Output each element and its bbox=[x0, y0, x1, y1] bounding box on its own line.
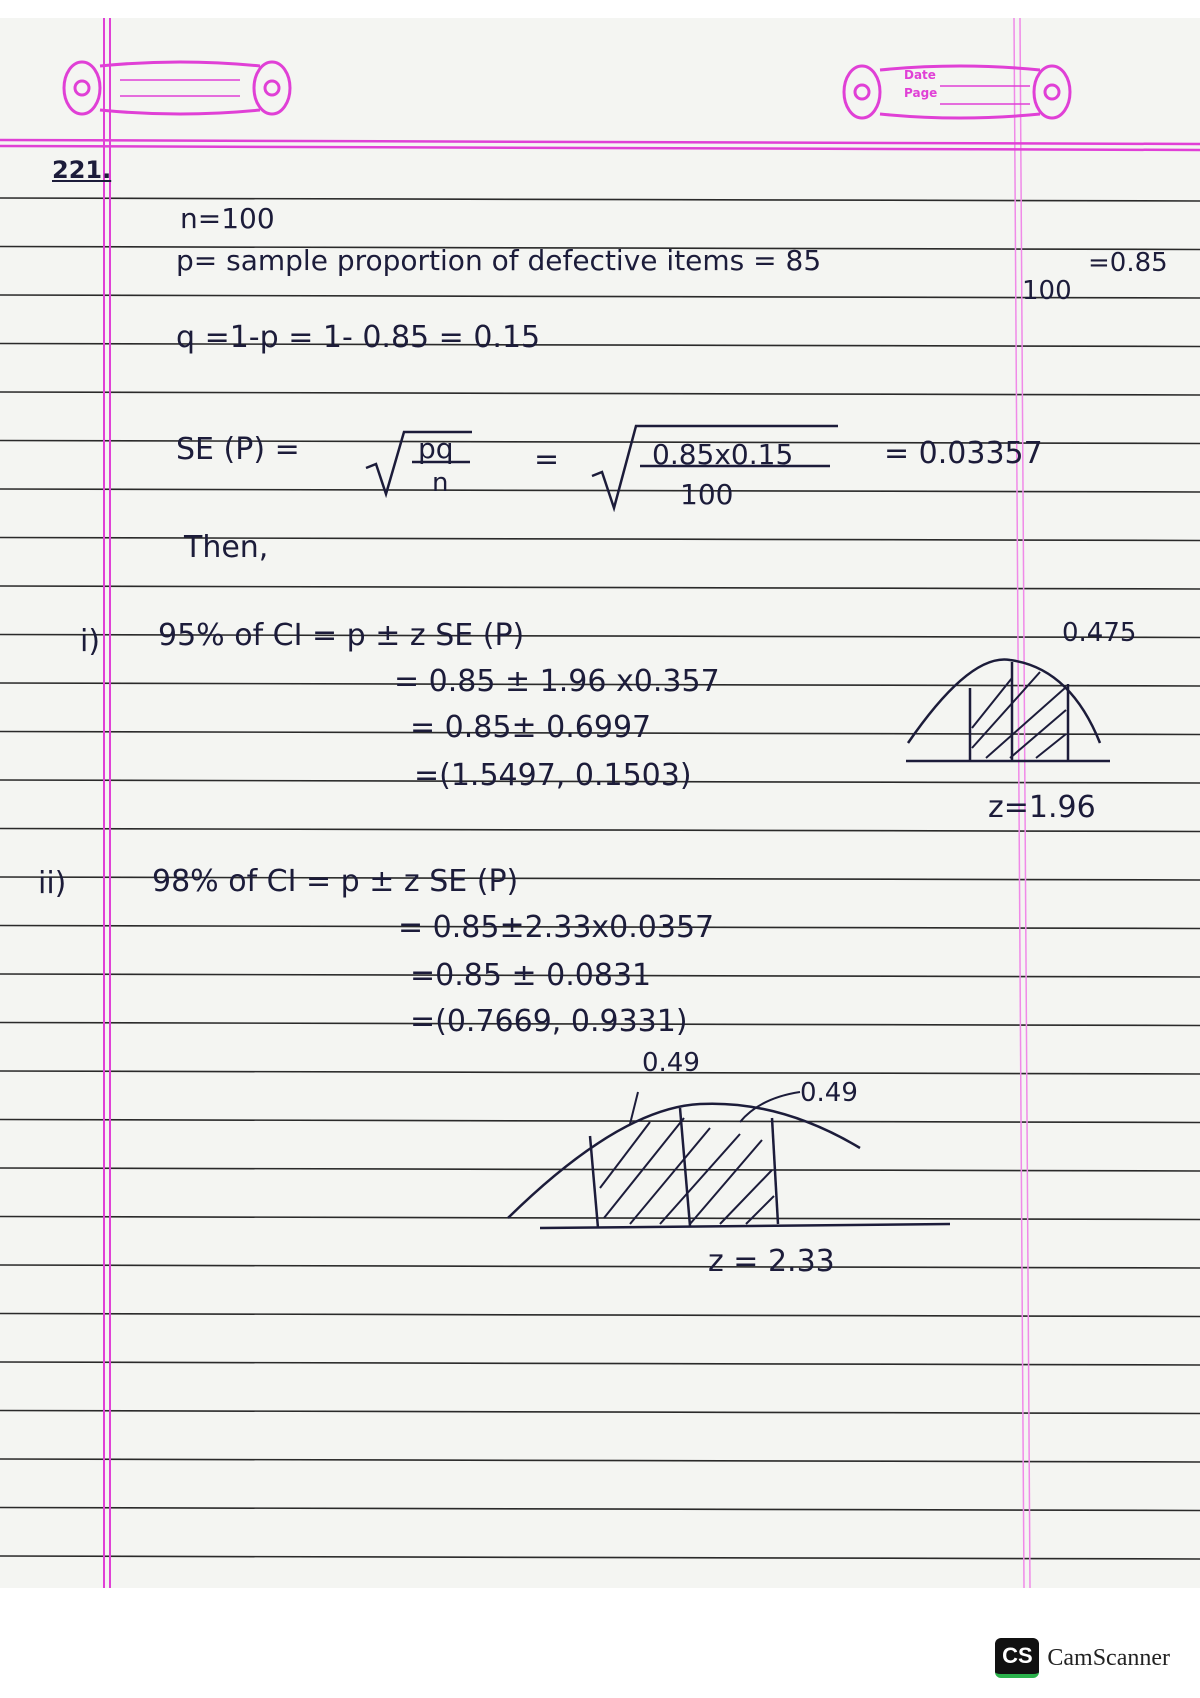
ruled-line bbox=[0, 1362, 1200, 1365]
se-frac-num: pq bbox=[418, 432, 454, 465]
part2-graph-label-z: z = 2.33 bbox=[708, 1244, 835, 1279]
part1-line2: = 0.85 ± 1.96 x0.357 bbox=[394, 664, 720, 699]
ruled-line bbox=[0, 1265, 1200, 1268]
part2-line2: = 0.85±2.33x0.0357 bbox=[398, 910, 715, 945]
ruled-line bbox=[0, 1459, 1200, 1462]
line-p-result: =0.85 bbox=[1088, 248, 1168, 278]
line-n: n=100 bbox=[180, 202, 275, 235]
ruled-line bbox=[0, 829, 1200, 832]
part2-graph-label-right: 0.49 bbox=[800, 1078, 858, 1108]
part1-graph-label-top: 0.475 bbox=[1062, 618, 1137, 648]
se-num2: 0.85x0.15 bbox=[652, 438, 794, 471]
notebook-page bbox=[0, 18, 1200, 1588]
normal-curve-95 bbox=[900, 648, 1120, 768]
right-header-ornament bbox=[840, 52, 1080, 132]
ruled-line bbox=[0, 295, 1200, 298]
left-header-ornament bbox=[60, 48, 300, 128]
normal-curve-98 bbox=[500, 1078, 960, 1238]
line-then: Then, bbox=[184, 530, 269, 565]
camscanner-watermark bbox=[995, 1638, 1170, 1678]
part2-marker: ii) bbox=[38, 866, 67, 901]
part2-graph-label-left: 0.49 bbox=[642, 1048, 700, 1078]
part2-line1: 98% of CI = p ± z SE (P) bbox=[152, 864, 519, 899]
line-p-denominator: 100 bbox=[1022, 276, 1072, 306]
camscanner-text: CamScanner bbox=[1047, 1644, 1170, 1671]
camscanner-logo: CS bbox=[995, 1638, 1039, 1678]
part2-line3: =0.85 ± 0.0831 bbox=[410, 958, 652, 993]
line-p: p= sample proportion of defective items = 85 bbox=[176, 244, 822, 277]
ruled-line bbox=[0, 538, 1200, 541]
ruled-line bbox=[0, 586, 1200, 589]
line-q: q =1-p = 1- 0.85 = 0.15 bbox=[176, 320, 541, 355]
part1-graph-label-z: z=1.96 bbox=[988, 790, 1096, 825]
page-label: Page bbox=[904, 86, 938, 100]
se-den2: 100 bbox=[680, 478, 734, 511]
part1-marker: i) bbox=[80, 624, 101, 659]
ruled-line bbox=[0, 1508, 1200, 1511]
part2-line4: =(0.7669, 0.9331) bbox=[410, 1004, 688, 1039]
se-frac-den: n bbox=[432, 468, 449, 498]
se-result: = 0.03357 bbox=[884, 436, 1043, 471]
part1-line1: 95% of CI = p ± z SE (P) bbox=[158, 618, 525, 653]
date-label: Date bbox=[904, 68, 936, 82]
ruled-line bbox=[0, 1314, 1200, 1317]
question-number: 221. bbox=[52, 156, 112, 184]
ruled-line bbox=[0, 392, 1200, 395]
line-se-lhs: SE (P) = bbox=[176, 432, 300, 467]
ruled-line bbox=[0, 1411, 1200, 1414]
part1-line4: =(1.5497, 0.1503) bbox=[414, 758, 692, 793]
se-equals: = bbox=[534, 442, 560, 477]
part1-line3: = 0.85± 0.6997 bbox=[410, 710, 652, 745]
ruled-line bbox=[0, 198, 1200, 201]
ruled-line bbox=[0, 1556, 1200, 1559]
